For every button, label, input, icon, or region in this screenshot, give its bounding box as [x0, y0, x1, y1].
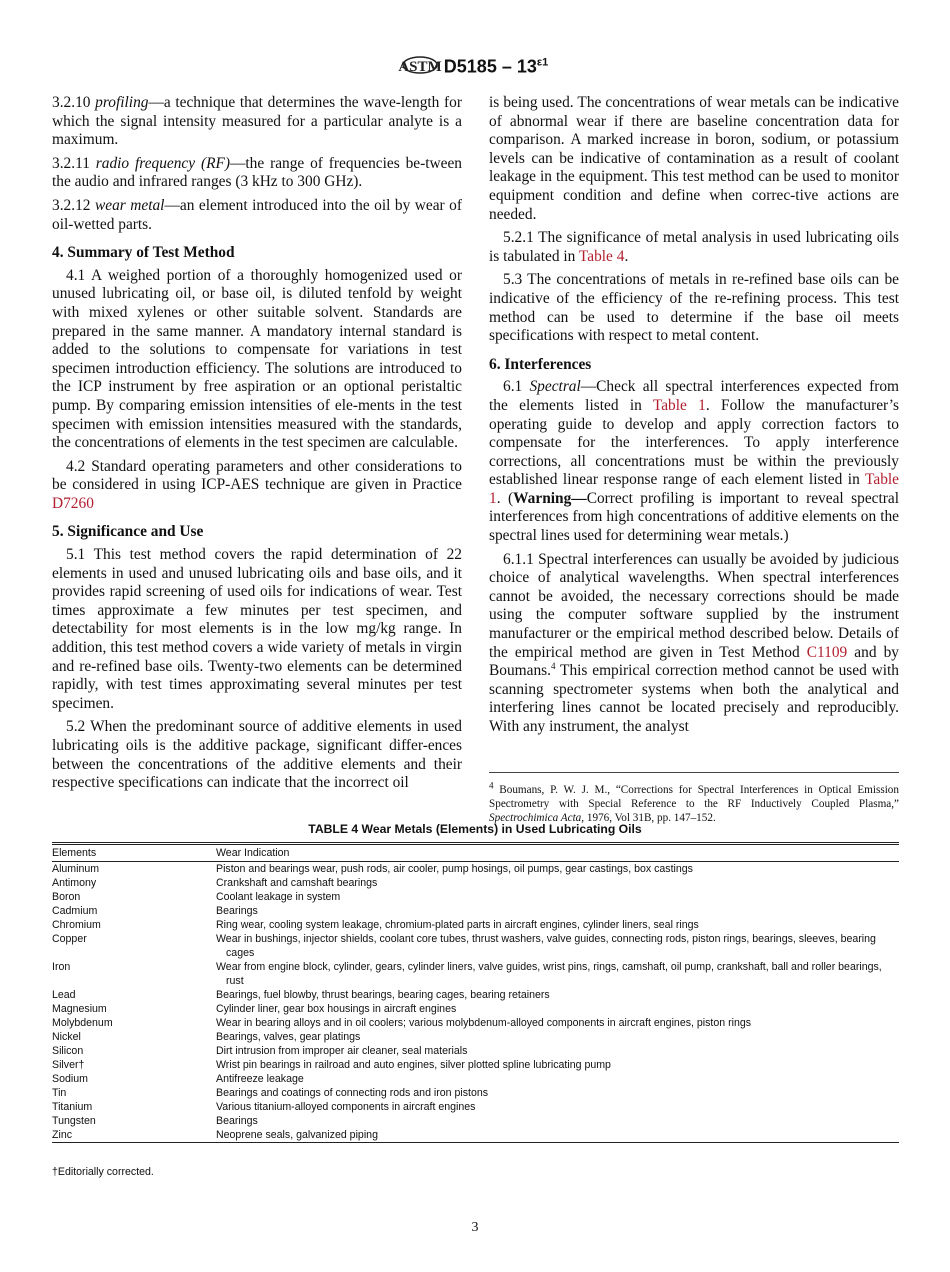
text-run: Boumans, P. W. J. M., “Corrections for Spectral Interferences in Optical Emission Spectrometry with Special Reference to the RF Inductively Coupled Plasma,” — [489, 784, 899, 810]
reference-link[interactable]: D7260 — [52, 494, 94, 512]
footnote — [489, 772, 899, 825]
text-run: —Check all spectral interferences expected from the elements listed in — [489, 378, 899, 414]
table-row — [52, 1030, 899, 1044]
paragraph — [489, 229, 899, 266]
wear-indication-cell: Bearings — [216, 905, 258, 917]
element-cell: Silicon — [52, 1045, 84, 1057]
wear-indication-cell: Bearings — [216, 1115, 258, 1127]
table-row — [52, 1128, 899, 1143]
table-row — [52, 932, 899, 960]
table-header-row — [52, 844, 899, 862]
element-cell: Silver† — [52, 1059, 85, 1071]
element-cell: Copper — [52, 933, 87, 945]
table-row — [52, 890, 899, 904]
element-cell: Boron — [52, 891, 81, 903]
table-note: †Editorially corrected. — [52, 1166, 154, 1178]
text-run: —an element introduced into the oil by wear of oil-wetted parts. — [52, 196, 463, 233]
wear-indication-cell: Coolant leakage in system — [216, 891, 341, 903]
wear-indication-cell: Wear from engine block, cylinder, gears, cylinder liners, valve guides, wrist pins, rings, camshaft, oil pump, crankshaft, ball and roller bearings, rust — [216, 961, 882, 987]
text-run: . Follow the manufacturer’s operating guide to develop and apply correction factors to compensate for the interferences. To apply interference corrections, all concentrations must be within the previously established linear response range of each element listed in — [489, 396, 900, 489]
right-column — [489, 94, 899, 742]
paragraph — [52, 267, 462, 453]
text-run: , 1976, Vol 31B, pp. 147–152. — [581, 812, 716, 824]
text-run: This empirical correction method cannot be used with scanning spectrometer systems when both the analytical and interfering lines cannot be located precisely and reproducibly. With any instrument, the analyst — [489, 662, 899, 735]
paragraph — [52, 718, 462, 792]
table-row — [52, 918, 899, 932]
text-run: 5.3 The concentrations of metals in re-refined base oils can be indicative of the efficiency of the re-refining process. This test method can be used to determine if the base oil meets specifications with respect to metal content. — [489, 271, 899, 345]
left-column — [52, 94, 462, 798]
wear-indication-cell: Wear in bushings, injector shields, coolant core tubes, thrust washers, valve guides, connecting rods, piston rings, bearings, sleeves, bearing cages — [216, 933, 876, 959]
table-row — [52, 1114, 899, 1128]
reference-link[interactable]: Table 1 — [652, 396, 706, 414]
element-cell: Lead — [52, 989, 76, 1001]
table-row — [52, 1002, 899, 1016]
text-run: 6. Interferences — [489, 355, 592, 373]
element-cell: Iron — [52, 961, 71, 973]
text-run: is being used. The concentrations of wear metals can be indicative of abnormal wear if there are baseline concentration data for comparison. A marked increase in boron, sodium, or potassium levels can be indicative of contamination as a result of coolant leakage in the equipment. This test method can be used to monitor equipment condition and define when correc-tive actions are needed. — [489, 94, 899, 223]
element-cell: Magnesium — [52, 1003, 107, 1015]
astm-logo-icon — [398, 50, 442, 85]
wear-indication-cell: Crankshaft and camshaft bearings — [216, 877, 378, 889]
column-header-wear-indication: Wear Indication — [216, 847, 290, 859]
element-cell: Tin — [52, 1087, 67, 1099]
text-run: 3.2.10 — [52, 94, 96, 111]
text-run: 4.2 Standard operating parameters and other considerations to be considered in using ICP-AES technique are given in Practice — [52, 457, 462, 494]
text-run: 4.1 A weighed portion of a thoroughly homogenized used or unused lubricating oil, or base oil, is diluted tenfold by weight with mixed xylenes or other suitable solvent. Standards are prepared in the same manner. A mandatory internal standard is added to the solutions to compensate for variations in test specimen introduction efficiency. The solutions are introduced to the ICP instrument by free aspiration or an optional peristaltic pump. By comparing emission intensities of ele-ments in the test specimen with emission intensities measured with the standards, the concentrations of elements in the test specimen are calculable. — [52, 266, 462, 452]
text-run: Spectral — [529, 378, 581, 396]
table-row — [52, 988, 899, 1002]
wear-indication-cell: Cylinder liner, gear box housings in aircraft engines — [216, 1003, 457, 1015]
text-run: Correct profiling is important to reveal spectral interferences from high concentrations of additive elements on the spectral lines used for determining wear metals.) — [489, 489, 899, 545]
text-run: radio frequency (RF) — [95, 154, 231, 172]
designation: D5185 – 13 — [443, 56, 537, 77]
paragraph — [52, 458, 462, 514]
reference-link[interactable]: Table 4 — [578, 247, 625, 265]
table-row — [52, 1058, 899, 1072]
element-cell: Titanium — [52, 1101, 93, 1113]
column-header-elements: Elements — [52, 847, 97, 859]
table-title: TABLE 4 Wear Metals (Elements) in Used Lubricating Oils — [308, 822, 642, 836]
text-run: 6.1 — [503, 378, 530, 396]
footnote-ref: 4 — [551, 661, 556, 672]
paragraph — [52, 155, 462, 192]
text-run: profiling — [95, 94, 149, 111]
wear-indication-cell: Neoprene seals, galvanized piping — [216, 1129, 378, 1141]
element-cell: Nickel — [52, 1031, 81, 1043]
element-cell: Aluminum — [52, 863, 100, 875]
text-run: 6.1.1 Spectral interferences can usually be avoided by judicious choice of analytical wavelengths. When spectral interferences cannot be avoided, the necessary corrections should be made using the computer software supplied by the instrument manufacturer or the empirical method described below. Details of the empirical method are given in Test Method — [489, 550, 899, 661]
text-run: 3.2.11 — [52, 154, 96, 172]
text-run: 5.1 This test method covers the rapid determination of 22 elements in used and unused lubricating oils and base oils, and it provides rapid screening of used oils for indications of wear. Test times approximate a few minutes per test specimen, and detectability for most elements is in the low mg/kg range. In addition, this test method covers a wide variety of metals in virgin and re-refined base oils. Twenty-two elements can be determined rapidly, with test times approximating several minutes per test specimen. — [52, 546, 462, 712]
element-cell: Antimony — [52, 877, 97, 889]
text-run: 5. Significance and Use — [52, 523, 204, 541]
section-heading — [489, 356, 899, 375]
page-number: 3 — [471, 1220, 479, 1235]
wear-metals-table — [52, 842, 899, 1143]
footnote-ref: 4 — [489, 780, 494, 791]
reference-link[interactable]: C1109 — [806, 643, 848, 661]
element-cell: Cadmium — [52, 905, 98, 917]
text-run: 5.2.1 The significance of metal analysis in used lubricating oils is tabulated in — [489, 229, 899, 265]
wear-indication-cell: Bearings, fuel blowby, thrust bearings, bearing cages, bearing retainers — [216, 989, 550, 1001]
page-header — [0, 50, 950, 85]
designation-superscript: ε1 — [536, 56, 549, 69]
svg-text:ASTM: ASTM — [398, 59, 442, 75]
reference-link[interactable]: Table 1 — [489, 471, 899, 507]
wear-indication-cell: Bearings and coatings of connecting rods and iron pistons — [216, 1087, 489, 1099]
paragraph — [52, 94, 462, 150]
wear-indication-cell: Antifreeze leakage — [216, 1073, 304, 1085]
text-run: 5.2 When the predominant source of additive elements in used lubricating oils is the additive package, significant differ-ences between the concentrations of the additive elements and their respective specifications can indicate that the incorrect oil — [52, 718, 462, 792]
table-row — [52, 1086, 899, 1100]
table-row — [52, 904, 899, 918]
paragraph — [52, 546, 462, 713]
text-run: . — [624, 247, 629, 265]
section-heading — [52, 244, 462, 263]
element-cell: Zinc — [52, 1129, 73, 1141]
text-run: Spectrochimica Acta — [489, 812, 582, 824]
element-cell: Molybdenum — [52, 1017, 113, 1029]
text-run: 3.2.12 — [52, 196, 95, 214]
text-run: . ( — [496, 489, 514, 507]
table-row — [52, 1016, 899, 1030]
table-row — [52, 1044, 899, 1058]
paragraph — [489, 94, 899, 224]
wear-indication-cell: Ring wear, cooling system leakage, chromium-plated parts in aircraft engines, cylinder liners, seal rings — [216, 919, 699, 931]
text-run: and by Boumans. — [489, 643, 899, 680]
element-cell: Tungsten — [52, 1115, 96, 1127]
wear-indication-cell: Various titanium-alloyed components in aircraft engines — [216, 1101, 476, 1113]
wear-indication-cell: Bearings, valves, gear platings — [216, 1031, 361, 1043]
wear-indication-cell: Wear in bearing alloys and in oil coolers; various molybdenum-alloyed components in aircraft engines, piston rings — [216, 1017, 752, 1029]
table-row — [52, 862, 899, 877]
element-cell: Sodium — [52, 1073, 88, 1085]
element-cell: Chromium — [52, 919, 101, 931]
table-row — [52, 876, 899, 890]
paragraph — [489, 378, 899, 545]
text-run: Warning— — [513, 489, 587, 507]
section-heading — [52, 523, 462, 542]
table-row — [52, 1072, 899, 1086]
table-row — [52, 1100, 899, 1114]
text-run: wear metal — [94, 196, 165, 214]
paragraph — [489, 271, 899, 345]
wear-indication-cell: Piston and bearings wear, push rods, air cooler, pump hosings, oil pumps, gear castings, box castings — [216, 863, 693, 875]
text-run: 4. Summary of Test Method — [52, 244, 235, 262]
wear-indication-cell: Wrist pin bearings in railroad and auto engines, silver plotted spline lubricating pump — [216, 1059, 611, 1071]
wear-indication-cell: Dirt intrusion from improper air cleaner, seal materials — [216, 1045, 468, 1057]
text-run: —the range of frequencies be-tween the audio and infrared ranges (3 kHz to 300 GHz). — [52, 154, 462, 191]
table-row — [52, 960, 899, 988]
text-run: —a technique that determines the wave-length for which the signal intensity measured for a particular analyte is a maximum. — [52, 94, 462, 149]
paragraph — [489, 551, 899, 737]
paragraph — [52, 197, 462, 234]
